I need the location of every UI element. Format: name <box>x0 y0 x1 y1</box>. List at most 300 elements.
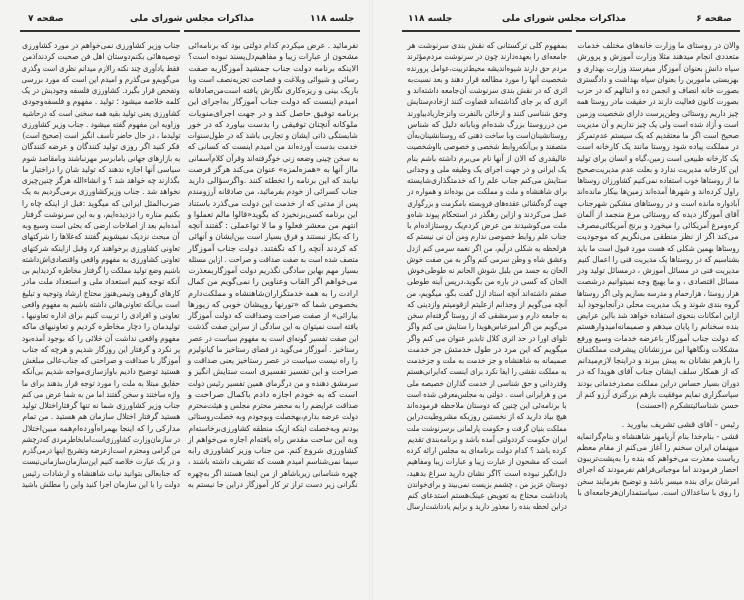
text-line <box>577 321 739 332</box>
text-line <box>577 419 739 430</box>
text-line <box>188 288 358 299</box>
text-line-content: مملکت بنیان گرفت و حکومت پارلمانی برسرنوشت ملت <box>407 423 567 433</box>
text-line <box>577 51 739 62</box>
text-line <box>22 265 180 276</box>
text-line-content: هیچ بیاد دارید که از نخستین روزیکه مشروطیت‌دراین <box>407 412 567 422</box>
text-line <box>188 468 358 479</box>
text-line-content: مشحون از عبارات زیبا و مفاهیم‌دل‌پسند نبوده است؟ <box>188 52 358 62</box>
text-line-content: عمل می‌کردند و ازاین رهگذر در استحکام پیوند شاه‌و <box>407 209 567 219</box>
text-line <box>407 243 567 254</box>
text-column <box>22 40 180 490</box>
text-line <box>577 366 739 377</box>
text-line-content: الحان که کسی در باره من بگوید،درپس آینه طوطی <box>407 277 567 287</box>
text-line <box>188 434 358 445</box>
text-line-content: صفتم داشته‌اند آنچه استاد ازل گفت بگو، میگویم، من <box>407 288 567 298</box>
text-line <box>577 310 739 321</box>
text-line-content: وبه این ساحت مقدس راه یافته‌ام اجازه می‌خواهم از <box>188 434 358 444</box>
text-line-content: بصورت کانون فعالیت دارند در حقیقت مادر روستا همه <box>577 97 739 107</box>
text-line-content: رستاخیز . آموزگار می‌گوید در فضای رستاخیز ما کیانولیزم <box>188 344 358 354</box>
text-line <box>188 479 358 490</box>
text-line <box>22 445 180 456</box>
text-line-content: رئیس - آقای قشی تشریف بیاورید . <box>621 420 739 430</box>
text-line <box>188 85 358 96</box>
text-line <box>22 231 180 242</box>
text-line-content: را که بکار نبستند و فرق بسیار است بین‌ایشان و آنهائی <box>188 232 358 242</box>
text-line-content: ریاست معذرت می‌خواهم که بنده را به‌پشت‌تریبون <box>577 454 739 463</box>
text-line-content: بصورت خانه انصاف و انجمن ده و انتالهم که در حزب <box>577 86 739 95</box>
text-line-content: می‌گویم من اگر امیرعباس‌هویدا را ستایش می کنم واگر <box>407 322 567 332</box>
text-line <box>577 243 739 254</box>
text-line-content: میگویم که این مرد در طول خدمتش جز خدمت <box>407 344 567 354</box>
text-line-content: شایستگی ذاتی ایشان و تجاربی باشد که در طول‌سنوات <box>188 131 358 140</box>
text-line <box>577 130 739 141</box>
text-line <box>407 276 567 287</box>
text-line-content: جناب کسرائی از خودم بفرمائید، من صادقانه آرزومندم <box>188 187 358 197</box>
text-line <box>188 119 358 130</box>
text-line <box>188 378 358 389</box>
text-line <box>22 276 180 287</box>
text-line <box>577 453 739 464</box>
text-line <box>22 243 180 254</box>
text-line-content: کشاورزی یعنی تولید بقیه همه سخنی است که درحاشیه <box>22 108 180 118</box>
text-line-content: مسائل اقتصادی ، و ما بهیچ وجه نمیتوانیم درشصت <box>577 277 739 287</box>
text-line <box>188 344 358 355</box>
text-line-content: وحق شناسی کنند و ازخائن بالنفرت وانزجاریادبیاورند <box>407 108 567 118</box>
text-line <box>577 389 739 400</box>
text-line <box>407 468 567 479</box>
text-line <box>188 231 358 242</box>
text-line-content: کره‌ومرغ آمریکائی را میخورد و برنج آمریکائی‌مصرف <box>577 221 739 230</box>
text-line-content: بودنم وبه‌خصلت اینکه ازیک منطقه کشاورزی‌برخاسته‌ام <box>188 423 358 433</box>
text-line-content: سیما نمی‌شناسم امیدم هست که تشریف داشته باشند ، <box>188 457 358 467</box>
session-number: جلسه ۱۱۸ <box>310 14 355 24</box>
text-line <box>577 487 739 498</box>
text-line-content: سیاسی آنها اجازه ندهند که تولید شان را دراختیار ما <box>22 164 180 174</box>
text-line <box>577 355 739 366</box>
text-line-content: بسیار مهم بهاین سادگی نگذریم دولت آموزگاربمعذرت <box>188 266 358 275</box>
text-line-content: مدارکی را که اینجا بهمراه‌آورده‌ام‌همه مبین‌اختلال <box>22 423 180 433</box>
text-line <box>407 490 567 501</box>
text-line <box>22 153 180 164</box>
text-line-content: که کردند آنچه را که نگفتند. دولت جناب آموزگار <box>188 243 358 253</box>
text-line <box>22 130 180 141</box>
text-line-content: وعشق شاه و وطن سرمی کنم واگر به من صفت خوش <box>407 254 567 264</box>
text-line-content: باشیم وضع تولید مملکت را گرفتار مخاطره کردیدایم بی <box>22 266 180 275</box>
text-line <box>407 51 567 62</box>
text-line <box>188 141 358 152</box>
text-line <box>407 321 567 332</box>
text-line <box>22 254 180 265</box>
text-line <box>407 74 567 85</box>
text-line-content: یافته است نمیتوان به این سادگی از سراین صفت گذشت <box>188 322 358 332</box>
text-line <box>22 96 180 107</box>
text-line <box>577 400 739 411</box>
text-line-content: من درروستا بزرگ شده‌ام وبابانه دلیل که شناس <box>407 119 567 129</box>
text-line <box>407 344 567 355</box>
text-line-content: آنکه توجه کنیم استعداد ملی و استعداد ملت مادر <box>22 277 180 287</box>
text-line-content: ملوکانه آنچنان توفیقی را بدست بیاورد که در خور <box>188 119 358 129</box>
text-line <box>22 119 180 130</box>
text-line <box>22 479 180 490</box>
text-line <box>407 85 567 96</box>
text-line-content: مردم حق دارند شیوه‌اندیشه محیط‌تربیت‌،عوامل پرورنده <box>407 63 567 73</box>
text-line-content: دولت عرضه بدارم،بهخصلت وبوجودم وبه خصلت‌روستائی <box>188 412 358 422</box>
text-line <box>188 333 358 344</box>
page-6 <box>372 0 744 600</box>
text-line-content: بخصوص شما که «تورنها روپیشان خوبی که زیورها <box>187 299 358 309</box>
text-line-content: چیز داریم روستائی وطن‌پرست دارای شخصیت وزمین <box>577 108 739 118</box>
page-title: مذاکرات مجلس شورای ملی <box>502 14 627 24</box>
text-line <box>188 164 358 175</box>
text-line-content: به بازارهای جهانی بامابرسر مهرنباشند وبامقاصد شوم <box>22 153 180 163</box>
text-line <box>188 389 358 400</box>
text-line-content: کارهای گروهی وتیمی‌هنوز محتاج ارشاد وتوجیه و تبلیغ <box>22 288 180 298</box>
text-line-content: الاینکه برنامه دولت جناب جمشید آموزگاربه صفت <box>188 63 358 73</box>
text-line-content: ملت می‌کوشیدند من عرض کردم‌یک روستازاده‌ام با <box>407 221 567 230</box>
text-line-content: جامعه‌ای را بعهده‌دارند چون در سرنوشت مردم‌مؤثرند <box>407 52 567 62</box>
text-line <box>188 310 358 321</box>
text-line <box>188 96 358 107</box>
text-line-content: می‌کند اگر از نظر منطقی می‌نگریم که موجودیت <box>577 232 739 242</box>
text-line-content: مدیریت فنی در مسائل آموزش ، درمسائل تولید ودر <box>577 266 739 275</box>
text-line <box>22 423 180 434</box>
text-line-content: حسن شناسائیتشکرم (احسنت) <box>636 401 739 410</box>
text-line-content: الحان به جسد من بلبل شوش الحانم نه طوطی‌خوش <box>407 266 567 275</box>
text-line-content: دراین لحظه بنده را معذور دارید و برایم یادداشت‌ارسال <box>407 502 567 512</box>
text-line <box>407 299 567 310</box>
text-line-content: وزاویه این مفهوم گفته میشود . جناب وزیر کشاورزی <box>22 119 180 129</box>
text-line-content: است و آزاد شده است ولی یک چیز نداریم و آن مدیریت <box>577 119 739 129</box>
text-line-content: ارادت را به همه خدمتگزاران‌شاهنشاه و مملکت‌دارم <box>188 288 358 298</box>
text-line-content: آقای آموزگار دیده که روستائی مرغ منجمد از آلمان <box>577 209 739 219</box>
text-line-content: تلوای اورا در حد اثری کلال تابدیر عنوان می کنم واگر <box>407 333 567 343</box>
text-line-content: هستید توضیح دادیم باوازسازی‌مواجه شدیم بی‌آنکه <box>22 367 180 377</box>
text-line <box>188 108 358 119</box>
text-line <box>577 442 739 453</box>
text-line-content: تعاونی کشاورزی به مفهوم واقعی واقتصادی‌اش‌داشته <box>22 254 180 264</box>
text-line <box>22 355 180 366</box>
text-line-content: کرده باشد ؟ کدام دولت برنامه‌ای به مجلس ارائه کرده <box>407 446 567 455</box>
text-line <box>577 164 739 175</box>
text-line <box>577 299 739 310</box>
text-line-content: صمیمانه به شاهنشاه و جز خدمت به ملت و جزخدمت <box>407 356 567 365</box>
text-line <box>407 198 567 209</box>
text-line <box>188 153 358 164</box>
text-line <box>22 321 180 332</box>
text-line <box>407 333 567 344</box>
text-line <box>22 51 180 62</box>
text-line-content: متصفند و بی‌آنکه‌روابط شخصی و خصوصی بااوشخصیت <box>407 142 567 152</box>
text-line <box>22 198 180 209</box>
text-line <box>188 74 358 85</box>
text-line-content: سرمشق دهنده و من درگرمای همین تفسیر رئیس دولت <box>188 378 358 388</box>
text-line <box>188 186 358 197</box>
text-line <box>188 51 358 62</box>
text-line-content: تعاونی کشاورزی برخواهند کرد وقبل ازاینکه شرکتهای <box>22 243 180 253</box>
session-number: جلسه ۱۱۸ <box>408 14 453 24</box>
text-line <box>188 321 358 332</box>
text-line <box>22 344 180 355</box>
text-line-content: عالیقدری که الان از آنها نام می‌برم داشته باشم بنام <box>407 153 567 163</box>
text-line <box>22 141 180 152</box>
text-line <box>577 431 739 442</box>
text-line <box>22 299 180 310</box>
header-rule <box>402 30 572 32</box>
text-line-content: من گرامی ومحترم است‌ازعرضه وتشریح اینها درمی‌گذرم <box>22 446 180 455</box>
text-line-content: مشکلات ونگاهها این مرزنشانان پیشرفت مملکتمان <box>577 344 739 354</box>
text-line <box>22 175 180 186</box>
text-line-content: اثری که در نقش بندی سرنوشت آن‌جامعه داشته‌اند و <box>407 86 567 95</box>
text-line-content: نگرانی زیر دست تراز تر کار آموزگار دراین جا نیستم به <box>188 479 358 489</box>
text-line-content: یک کارخانه طبیعی است زمین،گیاه و انسان برای تولید <box>577 153 739 163</box>
text-line-content: نفرمائید . عرض میکردم کدام دولتی بود که برنامه‌ائی <box>188 41 358 50</box>
text-line-content: رسائی و شیوائی وبلاغت و فصاحت تجزیه‌نصف است وبا <box>188 74 358 84</box>
text-line <box>407 164 567 175</box>
text-line <box>407 186 567 197</box>
text-line-content: کلمه خلاصه میشود ؛ تولید . مفهوم و فلسفه‌وجودی <box>22 97 180 107</box>
text-line <box>22 40 180 51</box>
text-line-content: می‌خواهم اگر القاب وعناوین را نمی‌گویم من کمال <box>188 277 358 287</box>
text-line <box>577 344 739 355</box>
text-line-content: می‌گویم‌و می‌گذرم و امیدم این است که مورد بررسی <box>22 74 180 84</box>
text-line-content: این صفت تفسیر گونه‌ای است به مفهوم سیاست در عصر <box>188 333 358 343</box>
text-line <box>577 40 739 51</box>
text-line-content: وقدردانی و حق شناسی از خدمت گذاران خصیصه ملی <box>407 378 567 388</box>
text-line <box>22 456 180 467</box>
text-line <box>407 153 567 164</box>
text-line-content: تعاونی و افرادی را تربیت کنیم برای اداره تعاونیها ، <box>22 311 180 320</box>
text-line-content: مااز آنها به «همزه‌لمزه» عنوان می‌کند هرگز فرصت <box>188 164 358 174</box>
page-number: صفحه ۷ <box>28 14 64 24</box>
text-line <box>188 130 358 141</box>
text-line-content: چهره شناسانی زیرباشاهر از من اینجا هستند اگر به‌چهره <box>188 468 358 478</box>
text-line-content: شخصیت آنها را مورد مطالعه قرار دهند و بعد نسبت‌به <box>407 74 567 84</box>
text-line <box>22 108 180 119</box>
text-line-content: با برنامه‌ئی این چنین که دوستان ملاحظه فرموده‌اند <box>407 401 567 410</box>
text-line <box>22 85 180 96</box>
text-line-content: این کارخانه مدیریت ندارد و بعلت عدم مدیریت‌صحیح <box>577 164 739 174</box>
text-line-content: را راه نیست سیاست در عصر رستاخیز یعنی صداقت و <box>188 356 358 365</box>
header-rule <box>184 30 360 32</box>
text-line-content: بشناسیم که در روستاها یک مدیریت فنی را اعمال کنیم <box>577 254 739 264</box>
text-line <box>407 310 567 321</box>
text-line <box>407 389 567 400</box>
text-line <box>22 366 180 377</box>
text-line-content: صراحت و این تفسیر تفسیری است ستایش انگیز و <box>187 367 358 377</box>
text-line-content: را روی با ساعدالان است. سیاستمداران‌هرجامعه‌ای با <box>577 487 739 497</box>
text-line <box>188 355 358 366</box>
text-line <box>407 366 567 377</box>
text-line-content: هستید گرفتار اختلال سازمان هم هستید . من تمام <box>22 412 180 422</box>
text-line <box>22 333 180 344</box>
text-line-content: فقط یادآوری چند نکته رالازم میدانم نظری است وگذری <box>22 63 180 73</box>
text-line <box>188 209 358 220</box>
text-line <box>407 265 567 276</box>
text-line <box>407 40 567 51</box>
text-line-content: صداقت عرایضم را به محضر محترم مجلس و هیئت‌محترم <box>188 401 358 410</box>
text-line-content: ضرب‌المثل ایرانی که میگوید :قبل از اینکه چاه را <box>22 198 180 208</box>
text-line-content: من و هرایرانی است . دولتی به مجلس‌معرفی شده است <box>407 389 567 399</box>
text-line-content: سپاسگزاری نمایم موفقیت بازهم بزرگتری آرزو کنم از <box>577 389 739 399</box>
text-line-content: آموزگار با صداقت و صراحتی که جناب‌عالی مبلغش <box>22 356 180 365</box>
text-line <box>577 276 739 287</box>
text-line-content: جناب علم روابط خصوصی ندارم ومن آن نی نیستم که <box>407 232 567 242</box>
text-line-content: توصیه‌هائی بکنم‌دوستان اهل فن صحبت کردنداذمن <box>22 52 180 62</box>
page-number: صفحه ۶ <box>696 14 732 24</box>
text-line-content: ستایش می‌کنم جناب علم را که خدمتگذاری‌شایسته <box>407 176 567 185</box>
text-line <box>22 164 180 175</box>
text-line-content: به جامعه دارم و سرمشقی که از روستا گرفته‌ام سخن <box>407 311 567 320</box>
text-line-content: متصف شده است به صفت صداقت و صراحت . ازاین مسئله <box>188 254 358 264</box>
text-line-content: احضار فرمودند اما موجباتی‌فراهم نفرمودند که اجرای <box>577 465 739 475</box>
text-line-content: ما از روستاها خوب استفاده نمی‌کنیم کشاورزان روستاها <box>577 176 739 185</box>
text-line <box>188 445 358 456</box>
text-line <box>22 63 180 74</box>
text-line-content: آبادواره مانده است و در روستاهای مشکین شهرجناب <box>577 198 739 208</box>
text-line <box>407 456 567 467</box>
text-column <box>407 40 567 513</box>
text-line <box>407 119 567 130</box>
text-line <box>407 254 567 265</box>
text-line-content: ازاین امکانات بنحوی استفاده خواهد شد بااین عرایض <box>577 311 739 320</box>
text-line <box>188 265 358 276</box>
text-line <box>577 108 739 119</box>
page-title: مذاکرات مجلس شورای ملی <box>130 14 255 24</box>
text-line <box>407 175 567 186</box>
text-line-content: حقایق مبتلا به ملت را مورد توجه قرار بدهند برای ما <box>22 378 180 388</box>
text-line-content: اثری که بر جای گذاشته‌اند قضاوت کنند ازخادم‌ستایش <box>407 97 567 107</box>
text-line <box>407 479 567 490</box>
text-line-content: برای شاهنشاه و ملت و مملکت من بوده‌اند و همواره در <box>407 187 567 197</box>
text-line <box>22 220 180 231</box>
text-line <box>22 400 180 411</box>
text-line-content: هزار روستا ، هزارحمام و مدرسه بسازیم ولی اگر روستاها <box>577 288 739 298</box>
text-line-content: دل‌انگیز نبوده است ؟اگر نشان دارید سراغ بدهید، <box>407 468 567 478</box>
text-line <box>188 220 358 231</box>
text-line-content: بمفهوم کلی ترکستانی که نقش بندی سرنوشت هر <box>407 41 567 50</box>
text-line-content: که دولت جناب آموزگار باعرضه خدمات وسیع ورفع <box>577 333 739 343</box>
text-line <box>188 175 358 186</box>
text-line-content: را بازهم نشانان به پیش ببرند و دراینجا لازم‌میدانم <box>577 356 739 365</box>
text-line-content: وتفحص قرار بگیرد. کشاورزی فلسفه وجودیش در یک <box>22 86 180 95</box>
text-line-content: به مملکت نقشی را ایفا نکرد برای اینست که‌ایرانی‌هستم <box>407 367 567 377</box>
text-line-content: مفهوم واقعی نداشت آن خلائی را که بوجود آمده‌بود <box>22 333 180 343</box>
text-line-content: گروه بندی شوند و یک مدیریت محلی درآنجابوجود آید <box>577 299 739 309</box>
text-line <box>407 411 567 422</box>
text-column <box>188 40 358 490</box>
text-line <box>407 141 567 152</box>
text-line-content: هرلحظه به شکلی درآیم، من اگر نغمه سرمی کنم ازدل <box>407 243 567 253</box>
text-line <box>577 254 739 265</box>
text-line-content: یادداشت محتاج به تعویض عینک‌هستم استدعای کنم <box>407 491 567 500</box>
text-line-content: پر نکرد و گرفتار این روزگار شدیم و هرچه که جناب <box>22 344 180 354</box>
text-line <box>577 141 739 152</box>
text-line <box>188 40 358 51</box>
text-line <box>407 445 567 456</box>
text-line-content: است که به خودم اجازه دادم باکمال صراحت و <box>188 389 358 399</box>
text-line-content: جناب وزیر کشاورزی نمی‌خواهم در مورد کشاورزی <box>22 41 180 50</box>
text-line <box>188 456 358 467</box>
text-line-content: باریک بینی و ریزه‌کاری نگارش یافته است‌من‌صادقانه <box>188 86 358 95</box>
text-line-content: که جنابعالی بتوانید نیات شاهنشاه و ارشادات رئیس <box>22 468 180 478</box>
text-line <box>577 378 739 389</box>
text-line-content: در مملکت پیاده شود روستا مانند یک کارخانه است <box>577 142 739 152</box>
text-line-content: آنچه می‌گویم از وجدانم ازعلیتم ازقومیتم وازدینی که <box>407 299 567 309</box>
text-line <box>577 288 739 299</box>
text-line-content: بنده سخنانم را پایان میدهم و صمیمانه‌امیدوارهستم <box>577 322 739 332</box>
text-line <box>577 198 739 209</box>
text-line <box>407 400 567 411</box>
text-line <box>188 411 358 422</box>
text-line <box>22 310 180 321</box>
text-line-content: تولیدما ، در حال حاضر تأسف انگیز است (صحیح است) <box>22 131 180 140</box>
text-line-content: خدمت بدست آورده‌اند من امیدم اینست که کسانی که <box>188 142 358 152</box>
text-line-content: صحیح است اگر ما معتقدیم که یک سیستم عدم‌تمرکز <box>577 131 739 140</box>
text-line-content: جناب وزیر کشاورزی شما نه تنها گرفتاراختلال تولید <box>22 401 180 410</box>
text-line <box>22 434 180 445</box>
text-line-content: دوستان عزیز من ، چشمم بزیست نمی‌بیند و برای‌خواندن <box>407 479 567 489</box>
text-line-content: امیدم اینست که دولت جناب آموزگار به‌اجرای این <box>188 97 358 107</box>
text-line <box>407 231 567 242</box>
text-line-content: روستانشینان‌است وبا ساخت ذهنی که روستانشینان‌به‌آن <box>407 131 567 140</box>
text-line <box>22 378 180 389</box>
text-line-content: بهزیستی مأمورین را بعنوان سپاه بهداشت و دادگستری <box>577 74 739 84</box>
text-line-content: یک ایرانی و در جهت اجرای یک وظیفه ملی و وجدانی <box>407 164 567 174</box>
text-line-content: است که مشحون از عبارت زیبا و عبارات زیبا ومفاهیم <box>407 457 567 467</box>
text-line <box>577 119 739 130</box>
text-line <box>577 476 739 487</box>
text-line <box>407 220 567 231</box>
text-line <box>407 434 567 445</box>
text-line <box>22 288 180 299</box>
text-line-content: پس از مدتی که از خدمت این دولت می‌گذرد باستناد <box>188 198 358 208</box>
text-line-content: ایران حکومت کرددولتی آمده باشد و برنامه‌بندی تقدیم <box>407 434 567 444</box>
text-line <box>188 276 358 287</box>
text-line <box>188 299 358 310</box>
text-line <box>188 366 358 377</box>
text-line-content: بگذارند چه خواهد شد ؟ و انشاءالله هرگز چنین‌چیزی <box>22 176 180 185</box>
text-line <box>577 265 739 276</box>
text-line-content: آمده‌ایم بعد از اصلاحات ارضی که بحثی است وسیع وبه <box>22 221 180 230</box>
text-line-content: این برنامه کسی‌برنخیزد که بگوید«قالوا مالم تعملوا و <box>188 209 358 219</box>
text-line-content: به سخن چینی وضعه زنی خوگرفته‌اند وقرآن کلام‌آسمانی <box>188 153 358 163</box>
text-line <box>188 63 358 74</box>
text-line <box>577 175 739 186</box>
text-line <box>577 186 739 197</box>
text-line <box>22 74 180 85</box>
header-rule <box>576 30 740 32</box>
text-line <box>188 400 358 411</box>
text-line <box>188 254 358 265</box>
text-column <box>577 40 739 498</box>
text-line <box>407 209 567 220</box>
text-line <box>407 130 567 141</box>
text-line <box>577 63 739 74</box>
text-line <box>407 63 567 74</box>
text-line <box>577 96 739 107</box>
text-line <box>407 378 567 389</box>
text-line-content: بکنیم مناره را دزدیده‌ایم، و به این سرنوشت گرفتار <box>22 209 180 219</box>
text-line <box>577 333 739 344</box>
text-line <box>407 355 567 366</box>
text-line <box>577 85 739 96</box>
text-line <box>407 288 567 299</box>
text-line-content: که از همکار سلف ایشان جناب آقای هویدا که در <box>577 367 739 377</box>
text-line-content: برنامه توفیق حاصل کند و در جهت اجرای‌منویات <box>188 108 358 118</box>
text-line <box>407 501 567 512</box>
text-line <box>577 464 739 475</box>
text-line-content: واژه ساختند و سخن گفتند اما من به شما عرض می کنم <box>22 389 180 399</box>
